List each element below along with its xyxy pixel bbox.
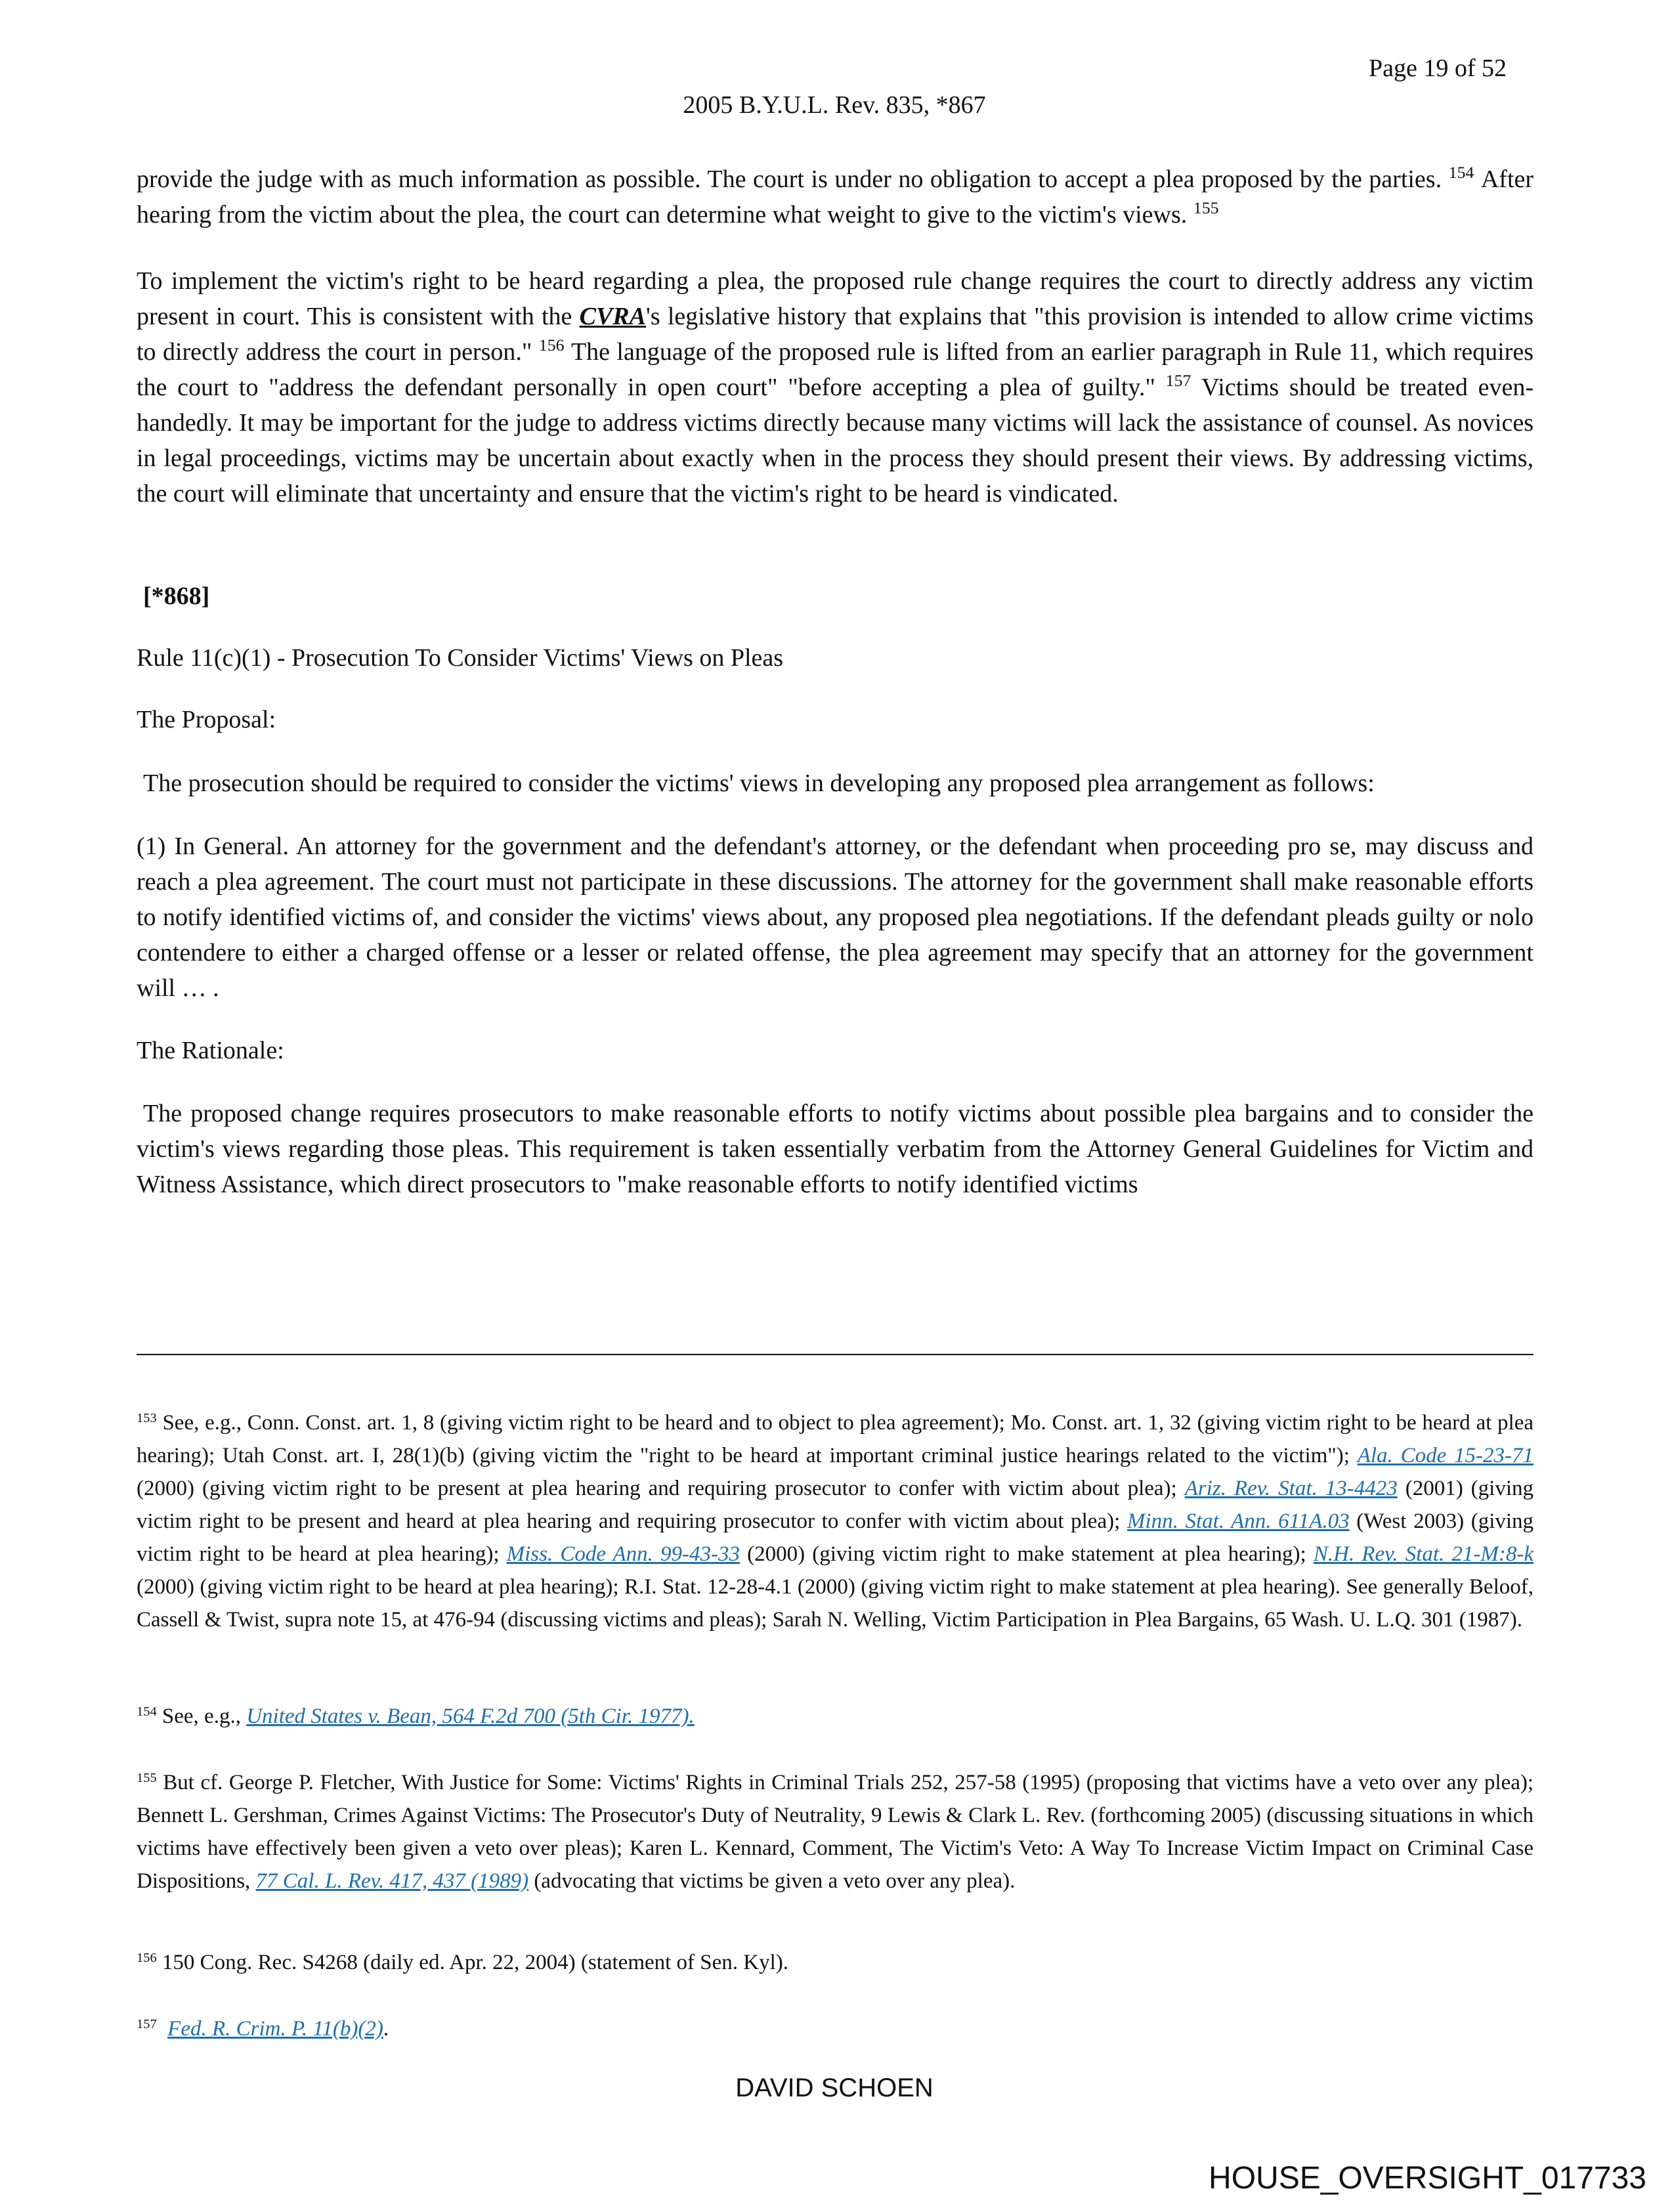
link-us-v-bean[interactable]: United States v. Bean, 564 F.2d 700 (5th Cir. 1977). xyxy=(246,1704,695,1728)
text: (2000) (giving victim right to be present at plea hearing and requiring prosecutor to confer with victim about plea); xyxy=(137,1477,1177,1500)
text: But cf. George P. Fletcher, With Justice for Some: Victims' Rights in Criminal Trials 252, 257-58 (1995) (proposing that victims have a veto over any plea); Bennett L. Gershman, Crimes Against Victims: The Prosecutor's Duty of Neutrality, 9 Lewis & Clark L. Rev. (forthcoming 2005) (discussing situations in which victims have effectively been given a veto over pleas); Karen L. Kennard, Comment, The Victim's Veto: A Way To Increase Victim Impact on Criminal Case Dispositions, xyxy=(137,1771,1534,1893)
footnote-number: 156 xyxy=(137,1950,157,1965)
star-page-marker: [*868] xyxy=(143,582,210,610)
proposal-intro: The prosecution should be required to consider the victims' views in developing any proposed plea arrangement as follows: xyxy=(143,770,1375,797)
link-cal-l-rev[interactable]: 77 Cal. L. Rev. 417, 437 (1989) xyxy=(255,1869,529,1893)
footnote-number: 153 xyxy=(137,1410,157,1425)
text: After hearing from the victim about the plea, the court can determine what weight to give to the victim's views. xyxy=(137,165,1534,228)
footnote-ref-156[interactable]: 156 xyxy=(538,335,565,355)
footnote-number: 155 xyxy=(137,1770,157,1785)
footnote-155 xyxy=(137,1766,1534,1898)
footnote-153 xyxy=(137,1406,1534,1636)
paragraph-2 xyxy=(137,263,1534,511)
text: 150 Cong. Rec. S4268 (daily ed. Apr. 22, 2004) (statement of Sen. Kyl). xyxy=(161,1951,789,1974)
text: 's legislative history that explains that "this provision is intended to allow crime victims to directly address the court in person." xyxy=(137,303,1534,366)
text: (2000) (giving victim right to make statement at plea hearing); xyxy=(747,1542,1306,1566)
link-ala-code[interactable]: Ala. Code 15-23-71 xyxy=(1357,1444,1534,1467)
rule-heading: Rule 11(c)(1) - Prosecution To Consider Victims' Views on Pleas xyxy=(137,644,784,672)
proposal-label: The Proposal: xyxy=(137,706,276,733)
text: . xyxy=(383,2017,389,2041)
footnote-separator xyxy=(137,1354,1534,1355)
paragraph-1 xyxy=(137,162,1534,232)
text: See, e.g., xyxy=(161,1704,241,1728)
footnote-157 xyxy=(137,2012,1534,2045)
text: Victims should be treated even-handedly. It may be important for the judge to address victims directly because many victims will lack the assistance of counsel. As novices in legal proceedings, victims may be uncertain about exactly when in the process they should present their views. By addressing victims, the court will eliminate that uncertainty and ensure that the victim's right to be heard is vindicated. xyxy=(137,374,1534,508)
text: (advocating that victims be given a veto over any plea). xyxy=(534,1869,1016,1893)
footnote-number: 154 xyxy=(137,1704,157,1719)
footnote-number: 157 xyxy=(137,2016,157,2031)
rationale-text: The proposed change requires prosecutors to make reasonable efforts to notify victims about possible plea bargains and to consider the victim's views regarding those pleas. This requirement is taken essentially verbatim from the Attorney General Guidelines for Victim and Witness Assistance, which direct prosecutors to "make reasonable efforts to notify identified victims xyxy=(137,1100,1534,1198)
text: (2000) (giving victim right to be heard at plea hearing); R.I. Stat. 12-28-4.1 (2000) (giving victim right to make statement at plea hearing). See generally Beloof, Cassell & Twist, supra note 15, at 476-94 (discussing victims and pleas); Sarah N. Welling, Victim Participation in Plea Bargains, 65 Wash. U. L.Q. 301 (1987). xyxy=(137,1575,1534,1632)
running-header-citation: 2005 B.Y.U.L. Rev. 835, *867 xyxy=(683,91,986,119)
footnote-ref-157[interactable]: 157 xyxy=(1165,370,1191,390)
text: (2001) (giving victim right to be present and heard at plea hearing and requiring prosecutor to confer with victim about plea); xyxy=(137,1477,1534,1533)
footer-author: DAVID SCHOEN xyxy=(735,2073,934,2102)
text: To implement the victim's right to be heard regarding a plea, the proposed rule change requires the court to directly address any victim present in court. This is consistent with the xyxy=(137,267,1534,330)
link-miss-code[interactable]: Miss. Code Ann. 99-43-33 xyxy=(506,1542,740,1566)
rationale-label: The Rationale: xyxy=(137,1037,284,1064)
link-fed-r-crim-p[interactable]: Fed. R. Crim. P. 11(b)(2) xyxy=(167,2017,383,2041)
footnote-154 xyxy=(137,1700,1534,1733)
page-number: Page 19 of 52 xyxy=(1368,54,1507,82)
footnote-ref-155[interactable]: 155 xyxy=(1193,198,1219,217)
cvra-link[interactable]: CVRA xyxy=(579,303,646,330)
proposal-text: (1) In General. An attorney for the government and the defendant's attorney, or the defendant when proceeding pro se, may discuss and reach a plea agreement. The court must not participate in these discussions. The attorney for the government shall make reasonable efforts to notify identified victims of, and consider the victims' views about, any proposed plea negotiations. If the defendant pleads guilty or nolo contendere to either a charged offense or a lesser or related offense, the plea agreement may specify that an attorney for the government will … . xyxy=(137,833,1534,1002)
text: See, e.g., Conn. Const. art. 1, 8 (giving victim right to be heard and to object to plea agreement); Mo. Const. art. 1, 32 (giving victim right to be heard at plea hearing); Utah Const. art. I, 28(1)(b) (giving victim the "right to be heard at important criminal justice hearings related to the victim"); xyxy=(137,1411,1534,1467)
link-minn-stat[interactable]: Minn. Stat. Ann. 611A.03 xyxy=(1127,1509,1350,1533)
text: provide the judge with as much information as possible. The court is under no obligation to accept a plea proposed by the parties. xyxy=(137,165,1442,193)
link-nh-rev-stat[interactable]: N.H. Rev. Stat. 21-M:8-k xyxy=(1313,1542,1534,1566)
footnote-156 xyxy=(137,1946,1534,1979)
text: The language of the proposed rule is lifted from an earlier paragraph in Rule 11, which requires the court to "address the defendant personally in open court" "before accepting a plea of guilty." xyxy=(137,338,1534,401)
bates-number: HOUSE_OVERSIGHT_017733 xyxy=(1209,2161,1646,2196)
link-ariz-rev-stat[interactable]: Ariz. Rev. Stat. 13-4423 xyxy=(1184,1477,1398,1500)
footnote-ref-154[interactable]: 154 xyxy=(1448,162,1474,182)
text: (West 2003) (giving victim right to be heard at plea hearing); xyxy=(137,1509,1534,1566)
